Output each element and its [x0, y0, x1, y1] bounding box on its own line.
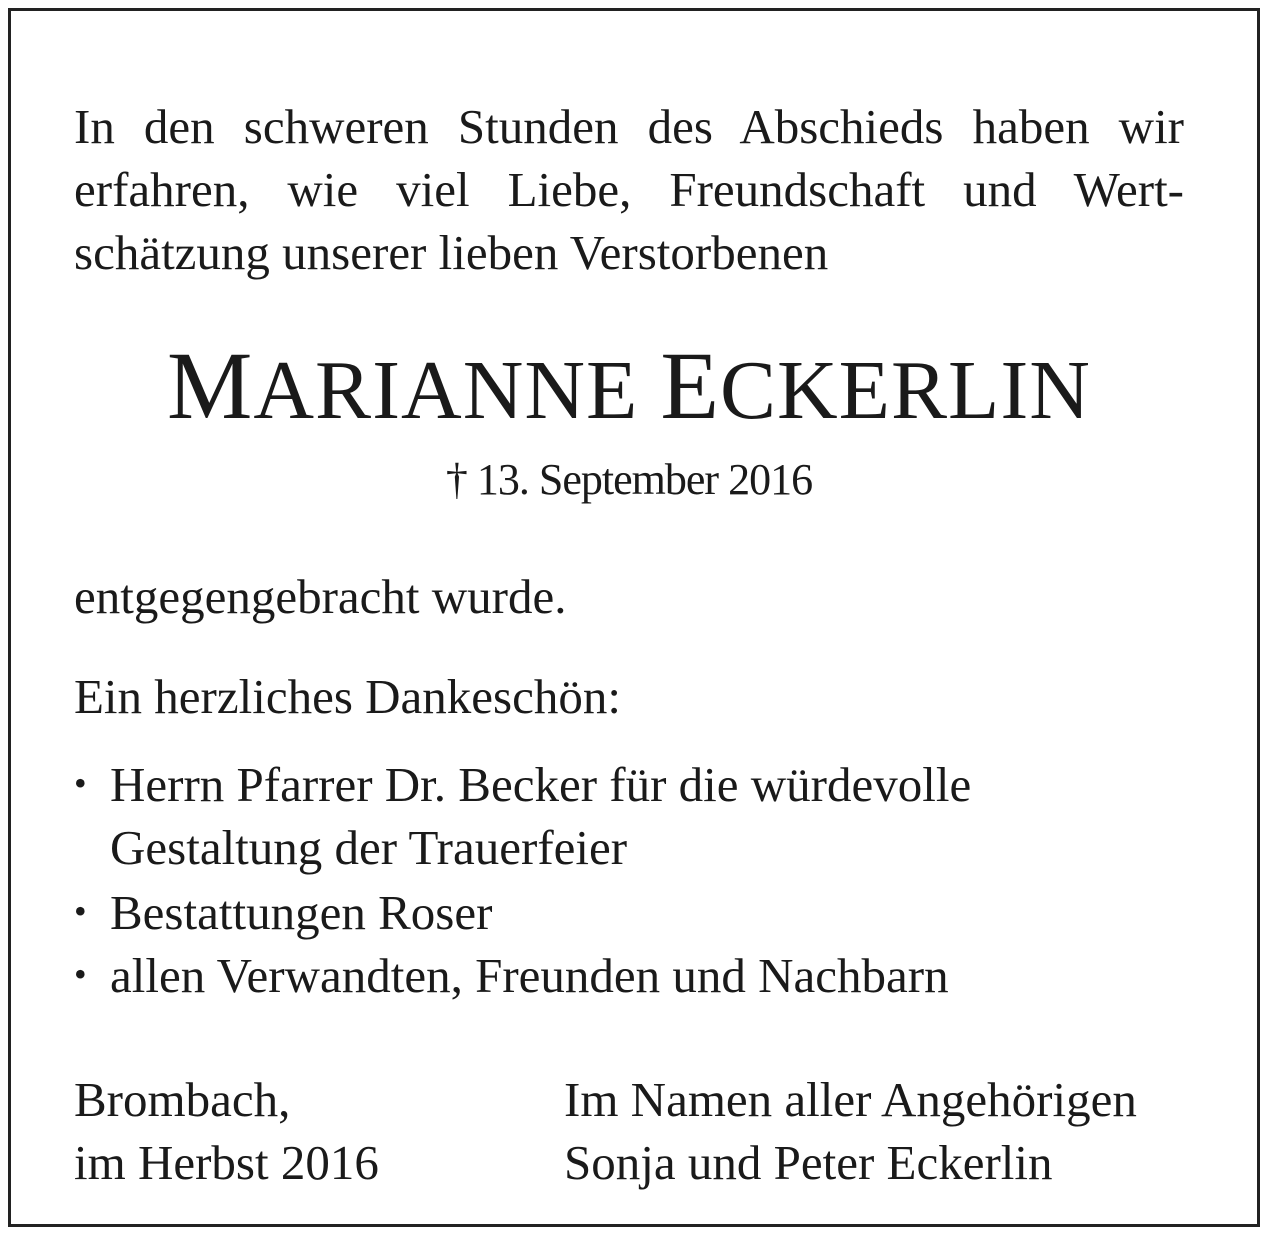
thanks-heading: Ein herzliches Dankeschön: [74, 669, 621, 724]
closing-line: entgegengebracht wurde. [74, 569, 567, 624]
list-item-line: Herrn Pfarrer Dr. Becker für die würdevolle [110, 757, 972, 812]
family-names: Sonja und Peter Eckerlin [564, 1135, 1053, 1190]
intro-line-1: In den schweren Stunden des Abschieds haben wir [74, 99, 1184, 154]
bullet-icon: • [74, 954, 87, 994]
list-item-line: allen Verwandten, Freunden und Nachbarn [110, 948, 949, 1003]
last-name-initial: E [660, 332, 720, 439]
list-item-line: Gestaltung der Trauerfeier [110, 820, 628, 875]
bullet-icon: • [74, 891, 87, 931]
death-date: † 13. September 2016 [445, 455, 813, 504]
last-name-rest: CKERLIN [719, 344, 1091, 437]
intro-line-2: erfahren, wie viel Liebe, Freundschaft und Wert- [74, 162, 1184, 217]
deceased-name [74, 332, 1184, 439]
intro-line-3: schätzung unserer lieben Verstorbenen [74, 225, 829, 280]
list-item-line: Bestattungen Roser [110, 885, 493, 940]
time: im Herbst 2016 [74, 1135, 379, 1190]
place: Brombach, [74, 1072, 291, 1127]
on-behalf-line: Im Namen aller Angehörigen [564, 1072, 1137, 1127]
first-name-rest: ARIANNE [253, 344, 639, 437]
bullet-icon: • [74, 763, 87, 803]
first-name-initial: M [167, 332, 254, 439]
